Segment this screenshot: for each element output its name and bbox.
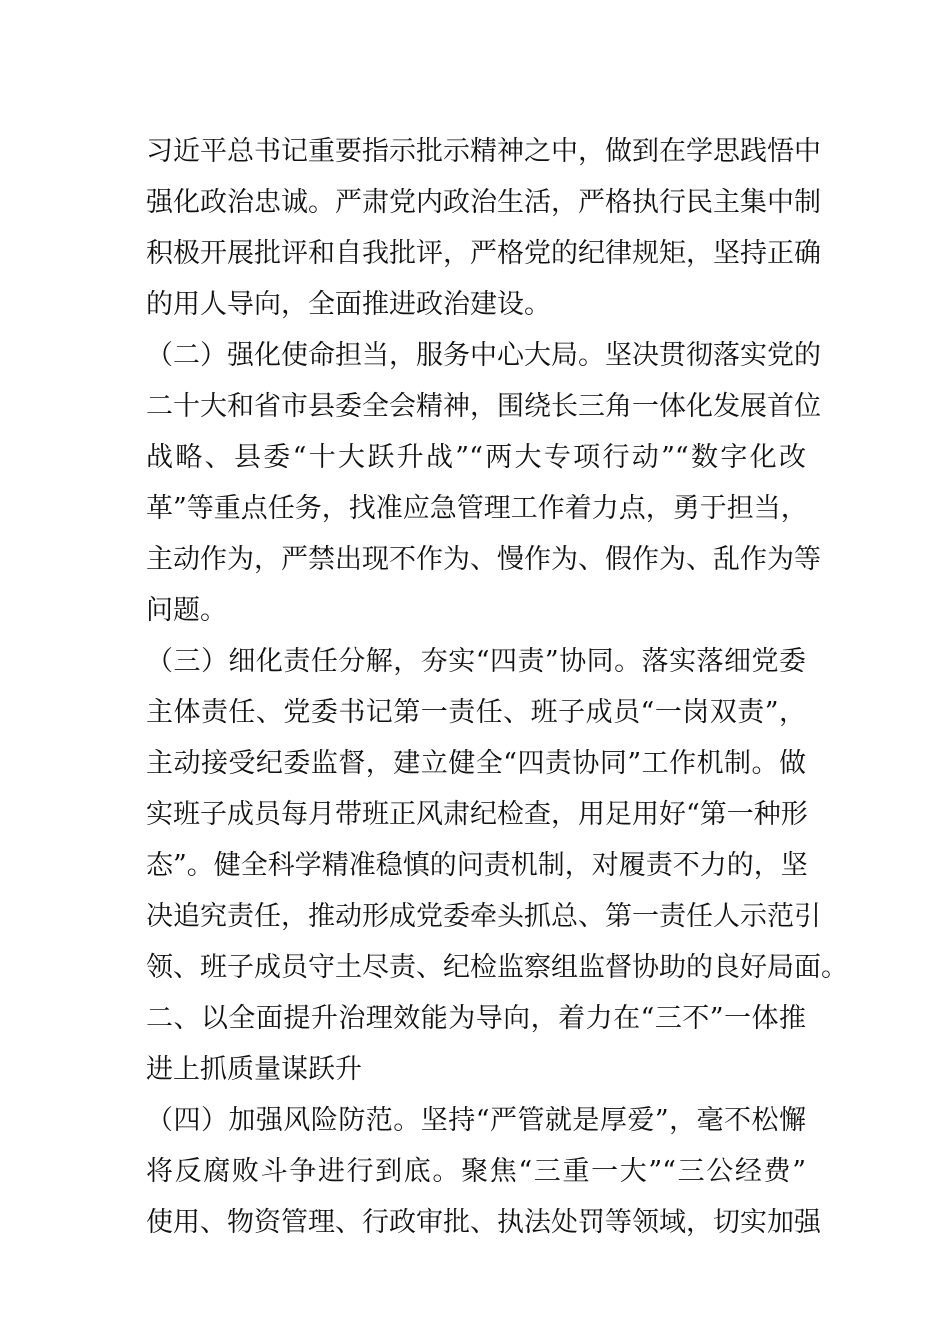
text-line: 主动接受纪委监督，建立健全“四责协同”工作机制。做 <box>146 748 806 779</box>
text-line: 决追究责任，推动形成党委牵头抓总、第一责任人示范引 <box>146 901 821 932</box>
text-line: 问题。 <box>146 595 227 626</box>
text-line: 主动作为，严禁出现不作为、慢作为、假作为、乱作为等 <box>146 544 821 575</box>
chapter-heading-2: 二、以全面提升治理效能为导向，着力在“三不”一体推 <box>146 1003 806 1034</box>
text-line: 使用、物资管理、行政审批、执法处罚等领域，切实加强 <box>146 1207 821 1238</box>
chapter-heading-2-cont: 进上抓质量谋跃升 <box>146 1054 362 1085</box>
section-heading-2: （二）强化使命担当，服务中心大局。坚决贯彻落实党的 <box>146 340 821 371</box>
text-line: 将反腐败斗争进行到底。聚焦“三重一大”“三公经费” <box>146 1156 806 1187</box>
text-line: 实班子成员每月带班正风肃纪检查，用足用好“第一种形 <box>146 799 808 830</box>
text-line: 态”。健全科学精准稳慎的问责机制，对履责不力的，坚 <box>146 850 808 881</box>
text-line: 积极开展批评和自我批评，严格党的纪律规矩，坚持正确 <box>146 238 821 269</box>
text-line: 主体责任、党委书记第一责任、班子成员“一岗双责”， <box>146 697 806 728</box>
document-body <box>146 126 848 1248</box>
text-line: 的用人导向，全面推进政治建设。 <box>146 289 551 320</box>
section-heading-3: （三）细化责任分解，夯实“四责”协同。落实落细党委 <box>146 646 806 677</box>
text-line: 战略、县委“十大跃升战”“两大专项行动”“数字化改 <box>146 442 806 473</box>
section-heading-4: （四）加强风险防范。坚持“严管就是厚爱”，毫不松懈 <box>146 1105 806 1136</box>
text-line: 革”等重点任务，找准应急管理工作着力点，勇于担当， <box>146 493 808 524</box>
text-line: 强化政治忠诚。严肃党内政治生活，严格执行民主集中制 <box>146 187 821 218</box>
text-line: 习近平总书记重要指示批示精神之中，做到在学思践悟中 <box>146 136 821 167</box>
text-line: 领、班子成员守土尽责、纪检监察组监督协助的良好局面。 <box>146 952 848 983</box>
text-line: 二十大和省市县委全会精神，围绕长三角一体化发展首位 <box>146 391 821 422</box>
